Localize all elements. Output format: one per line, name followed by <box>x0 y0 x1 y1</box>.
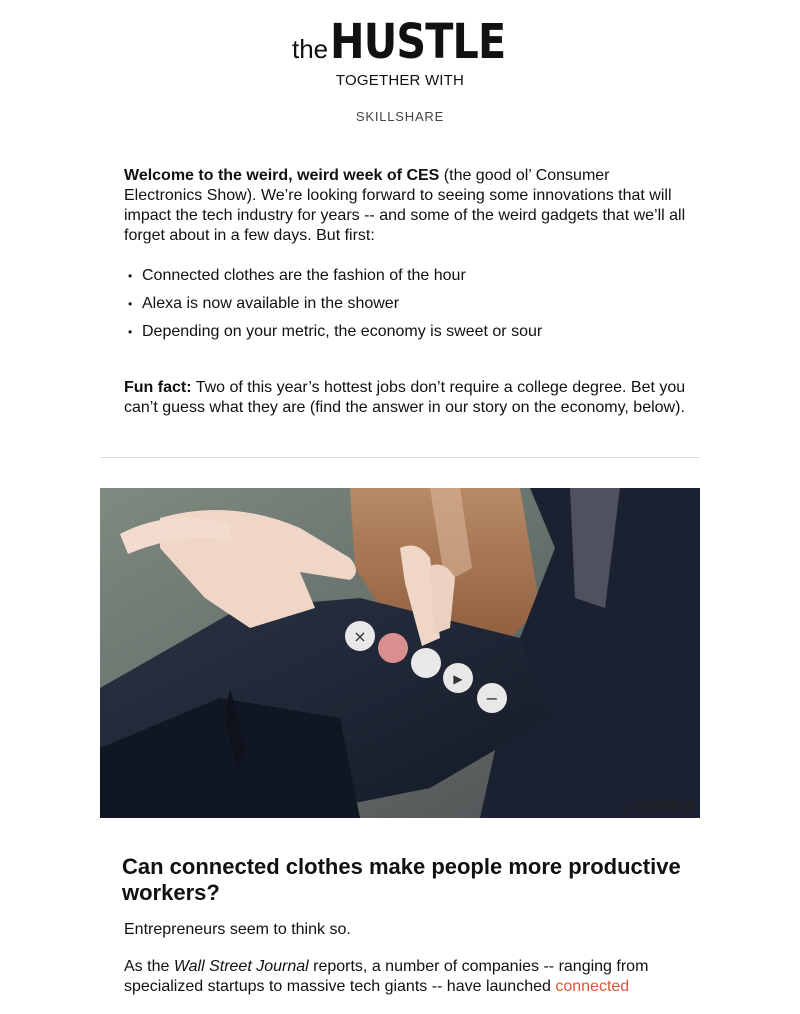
intro-lead-bold: Welcome to the weird, weird week of CES <box>124 167 440 184</box>
together-with-label: TOGETHER WITH <box>335 72 465 89</box>
fun-fact-text: Two of this year’s hottest jobs don’t require a college degree. Bet you can’t guess what they are (find the answer in our story on the economy, below). <box>124 379 686 416</box>
logo-prefix: the <box>292 34 329 64</box>
intro-paragraph <box>124 166 692 246</box>
logo-wordmark: HUSTLE <box>330 14 506 70</box>
svg-text:▶: ▶ <box>453 672 463 686</box>
section-divider <box>100 457 700 458</box>
watermark-prefix: the <box>624 803 638 812</box>
article-headline: Can connected clothes make people more productive workers? <box>122 854 681 905</box>
bullet-item: • Connected clothes are the fashion of the hour <box>124 266 692 286</box>
bullet-item: • Depending on your metric, the economy is sweet or sour <box>124 322 692 342</box>
headline-bullet-list <box>124 266 692 342</box>
intro-section <box>124 166 692 418</box>
paragraph-text: As the <box>124 958 174 975</box>
article-paragraph-2 <box>124 957 690 997</box>
newsletter-header <box>0 14 800 124</box>
bullet-item: • Alexa is now available in the shower <box>124 294 692 314</box>
svg-text:−: − <box>485 689 499 708</box>
image-watermark <box>624 799 694 814</box>
publication-name: Wall Street Journal <box>173 958 309 975</box>
watermark-main: HUSTLE <box>637 799 694 814</box>
jacket-illustration <box>100 488 700 818</box>
connected-link[interactable]: connected <box>555 978 630 995</box>
svg-text:×: × <box>353 627 367 646</box>
intro-lead-text: (the good ol’ Consumer Electronics Show). We’re looking forward to seeing some innovations that will impact the tech industry for years -- and some of the weird gadgets that we’ll all forget about in a few days. But first: <box>124 167 686 244</box>
fun-fact-label: Fun fact: <box>124 379 192 396</box>
the-hustle-logo[interactable] <box>292 14 508 70</box>
sponsor-logo[interactable]: SKILLSHARE <box>355 109 445 124</box>
hero-image-connected-jacket[interactable] <box>100 488 700 818</box>
fun-fact-paragraph <box>124 378 692 418</box>
article-paragraph-1: Entrepreneurs seem to think so. <box>124 921 351 938</box>
paragraph-text: reports, a number of companies -- ranging from specialized startups to massive tech giants -- have launched <box>124 958 649 995</box>
